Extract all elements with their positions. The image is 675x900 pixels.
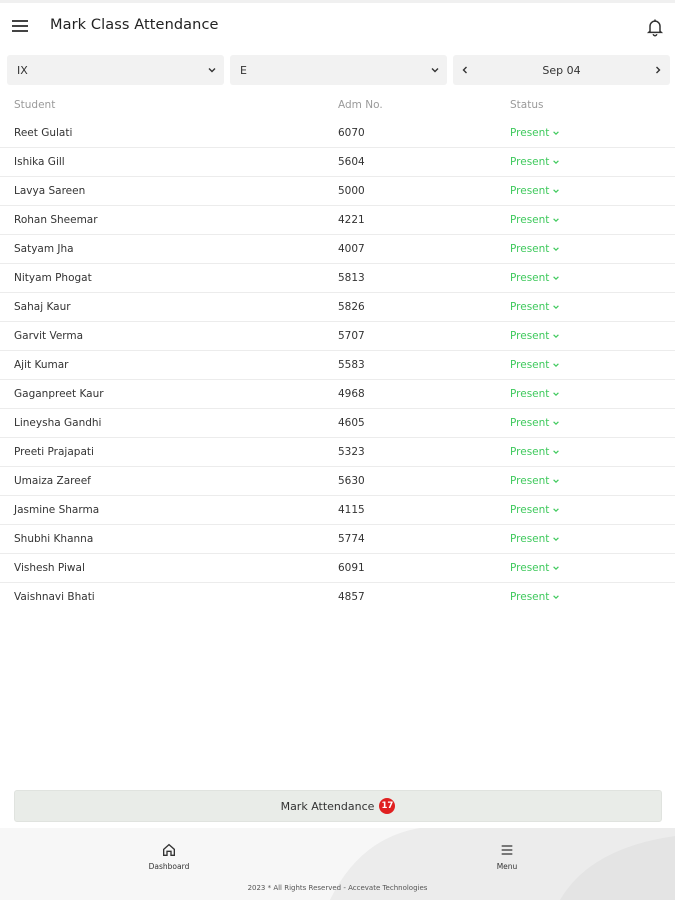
- student-name: Rohan Sheemar: [14, 214, 98, 226]
- table-row: [0, 322, 675, 351]
- status-value: Present: [510, 388, 550, 400]
- status-value: Present: [510, 475, 550, 487]
- chevron-down-icon: [552, 593, 560, 601]
- admission-number: 4857: [338, 591, 365, 603]
- table-row: [0, 148, 675, 177]
- admission-number: 5630: [338, 475, 365, 487]
- footer-copyright: 2023 * All Rights Reserved - Accevate Technologies: [247, 884, 428, 892]
- nav-dashboard[interactable]: [129, 842, 209, 871]
- bell-icon[interactable]: [645, 17, 665, 37]
- chevron-down-icon: [552, 216, 560, 224]
- status-dropdown[interactable]: [510, 272, 560, 284]
- table-row: [0, 409, 675, 438]
- page-title: Mark Class Attendance: [50, 17, 219, 33]
- student-name: Garvit Verma: [14, 330, 84, 342]
- student-name: Vishesh Piwal: [14, 562, 85, 574]
- status-dropdown[interactable]: [510, 301, 560, 313]
- nav-menu[interactable]: [467, 842, 547, 871]
- class-dropdown[interactable]: [7, 55, 224, 85]
- status-value: Present: [510, 330, 550, 342]
- chevron-down-icon: [552, 419, 560, 427]
- table-header: [0, 93, 675, 119]
- status-dropdown[interactable]: [510, 417, 560, 429]
- admission-number: 5323: [338, 446, 365, 458]
- status-dropdown[interactable]: [510, 359, 560, 371]
- admission-number: 4115: [338, 504, 365, 516]
- status-dropdown[interactable]: [510, 185, 560, 197]
- table-row: [0, 438, 675, 467]
- section-value: E: [240, 64, 247, 77]
- student-name: Reet Gulati: [14, 127, 73, 139]
- table-row: [0, 235, 675, 264]
- admission-number: 5604: [338, 156, 365, 168]
- status-value: Present: [510, 591, 550, 603]
- chevron-down-icon: [430, 65, 440, 75]
- status-dropdown[interactable]: [510, 446, 560, 458]
- status-dropdown[interactable]: [510, 591, 560, 603]
- status-dropdown[interactable]: [510, 156, 560, 168]
- admission-number: 6070: [338, 127, 365, 139]
- student-name: Lavya Sareen: [14, 185, 86, 197]
- student-name: Shubhi Khanna: [14, 533, 94, 545]
- chevron-down-icon: [552, 477, 560, 485]
- chevron-down-icon: [552, 506, 560, 514]
- chevron-down-icon: [552, 535, 560, 543]
- date-picker: [453, 55, 670, 85]
- status-dropdown[interactable]: [510, 562, 560, 574]
- student-name: Ajit Kumar: [14, 359, 69, 371]
- status-dropdown[interactable]: [510, 388, 560, 400]
- chevron-down-icon: [552, 361, 560, 369]
- date-value[interactable]: Sep 04: [542, 64, 581, 77]
- admission-number: 5000: [338, 185, 365, 197]
- admission-number: 4968: [338, 388, 365, 400]
- student-name: Ishika Gill: [14, 156, 65, 168]
- student-name: Gaganpreet Kaur: [14, 388, 104, 400]
- status-value: Present: [510, 417, 550, 429]
- status-value: Present: [510, 533, 550, 545]
- student-name: Umaiza Zareef: [14, 475, 91, 487]
- student-name: Sahaj Kaur: [14, 301, 71, 313]
- student-name: Jasmine Sharma: [14, 504, 100, 516]
- attendance-table: [0, 93, 675, 612]
- status-value: Present: [510, 214, 550, 226]
- menu-icon: [499, 842, 515, 858]
- attendance-count-badge: 17: [379, 798, 395, 814]
- student-name: Vaishnavi Bhati: [14, 591, 95, 603]
- chevron-down-icon: [552, 274, 560, 282]
- status-value: Present: [510, 301, 550, 313]
- hamburger-icon[interactable]: [10, 15, 32, 37]
- admission-number: 4007: [338, 243, 365, 255]
- table-body: [0, 119, 675, 612]
- chevron-down-icon: [552, 564, 560, 572]
- mark-attendance-button[interactable]: [14, 790, 662, 822]
- status-value: Present: [510, 359, 550, 371]
- student-name: Satyam Jha: [14, 243, 74, 255]
- status-value: Present: [510, 243, 550, 255]
- student-name: Nityam Phogat: [14, 272, 92, 284]
- home-icon: [161, 842, 177, 858]
- chevron-down-icon: [552, 448, 560, 456]
- table-row: [0, 206, 675, 235]
- admission-number: 5583: [338, 359, 365, 371]
- status-dropdown[interactable]: [510, 504, 560, 516]
- chevron-down-icon: [552, 158, 560, 166]
- status-dropdown[interactable]: [510, 330, 560, 342]
- status-value: Present: [510, 127, 550, 139]
- status-dropdown[interactable]: [510, 214, 560, 226]
- table-row: [0, 525, 675, 554]
- section-dropdown[interactable]: [230, 55, 447, 85]
- admission-number: 6091: [338, 562, 365, 574]
- table-row: [0, 554, 675, 583]
- table-row: [0, 264, 675, 293]
- table-row: [0, 119, 675, 148]
- table-row: [0, 177, 675, 206]
- chevron-down-icon: [552, 390, 560, 398]
- chevron-down-icon: [552, 245, 560, 253]
- status-value: Present: [510, 185, 550, 197]
- status-dropdown[interactable]: [510, 533, 560, 545]
- column-status: Status: [510, 99, 544, 111]
- status-dropdown[interactable]: [510, 475, 560, 487]
- top-app-bar: [0, 0, 675, 50]
- chevron-down-icon: [207, 65, 217, 75]
- status-value: Present: [510, 504, 550, 516]
- admission-number: 5707: [338, 330, 365, 342]
- admission-number: 4221: [338, 214, 365, 226]
- status-value: Present: [510, 446, 550, 458]
- status-dropdown[interactable]: [510, 127, 560, 139]
- nav-menu-label: Menu: [496, 862, 518, 871]
- status-value: Present: [510, 562, 550, 574]
- admission-number: 5774: [338, 533, 365, 545]
- student-name: Preeti Prajapati: [14, 446, 94, 458]
- table-row: [0, 380, 675, 409]
- chevron-down-icon: [552, 332, 560, 340]
- status-dropdown[interactable]: [510, 243, 560, 255]
- admission-number: 4605: [338, 417, 365, 429]
- column-adm-no: Adm No.: [338, 99, 383, 111]
- status-value: Present: [510, 272, 550, 284]
- student-name: Lineysha Gandhi: [14, 417, 102, 429]
- table-row: [0, 467, 675, 496]
- column-student: Student: [14, 99, 56, 111]
- filter-bar: [7, 55, 670, 85]
- bottom-navigation: [0, 828, 675, 900]
- admission-number: 5826: [338, 301, 365, 313]
- admission-number: 5813: [338, 272, 365, 284]
- chevron-down-icon: [552, 303, 560, 311]
- status-value: Present: [510, 156, 550, 168]
- chevron-down-icon: [552, 129, 560, 137]
- chevron-right-icon[interactable]: [653, 65, 663, 75]
- table-row: [0, 583, 675, 612]
- class-value: IX: [17, 64, 28, 77]
- table-row: [0, 496, 675, 525]
- table-row: [0, 351, 675, 380]
- mark-attendance-label: Mark Attendance: [280, 799, 375, 813]
- table-row: [0, 293, 675, 322]
- chevron-down-icon: [552, 187, 560, 195]
- nav-dashboard-label: Dashboard: [148, 862, 190, 871]
